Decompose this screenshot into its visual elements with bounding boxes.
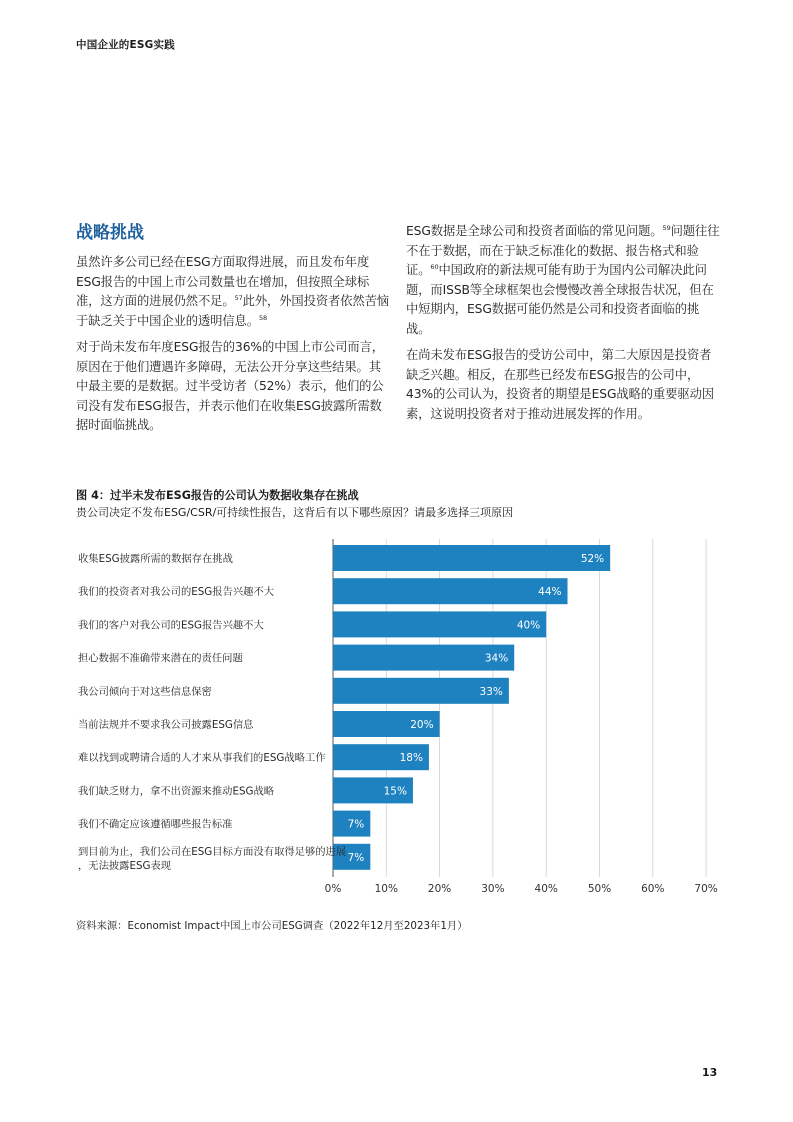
x-tick-label: 40% [534, 883, 558, 895]
category-label: 我们的客户对我公司的ESG报告兴趣不大 [78, 619, 264, 632]
x-tick-label: 0% [324, 883, 342, 895]
footnote-ref-58[interactable]: 58 [258, 313, 268, 322]
bar-value-label: 52% [580, 553, 605, 565]
category-label: 难以找到或聘请合适的人才来从事我们的ESG战略工作 [78, 752, 326, 765]
bar-chart [0, 535, 793, 905]
bar-value-label: 44% [538, 586, 562, 599]
left-column [76, 222, 392, 443]
bar [333, 545, 610, 571]
category-label: 我们不确定应该遵循哪些报告标准 [78, 818, 233, 831]
bar-value-label: 15% [383, 785, 407, 798]
footnote-ref-60[interactable]: 60 [430, 262, 439, 271]
category-label: 我们的投资者对我公司的ESG报告兴趣不大 [78, 586, 275, 599]
bar-value-label: 40% [516, 619, 541, 632]
category-label: 收集ESG披露所需的数据存在挑战 [78, 553, 233, 565]
category-label: 当前法规并不要求我公司披露ESG信息 [78, 719, 254, 731]
x-tick-label: 10% [374, 883, 398, 895]
paragraph-3: ESG数据是全球公司和投资者面临的常见问题。$^{59}$问题往往不在于数据，而在于缺乏标准化的数据、报告格式和验证。$^{60}$中国政府的新法规可能有助于为国内公司解决此问题，而ISSB等全球框架也会慢慢改善全球报告状况，但在中短期内，ESG数据可能仍然是公司和投资者面临的挑战。 [406, 223, 720, 336]
right-column [406, 222, 722, 431]
bar-value-label: 18% [399, 752, 423, 765]
section-title: 战略挑战 [76, 223, 144, 243]
category-label: 我公司倾向于对这些信息保密 [78, 685, 212, 698]
bar [333, 611, 546, 637]
bar-value-label: 34% [484, 652, 509, 665]
bar [333, 578, 568, 604]
bar-value-label: 33% [479, 685, 503, 698]
bar-value-label: 7% [347, 818, 365, 831]
bar-value-label: 7% [347, 851, 365, 864]
figure-title: 图 4：过半未发布ESG报告的公司认为数据收集存在挑战 [76, 489, 359, 502]
footnote-ref-59[interactable]: 59 [662, 223, 671, 232]
x-tick-label: 70% [694, 883, 718, 895]
category-label: 我们缺乏财力，拿不出资源来推动ESG战略 [78, 785, 275, 798]
bar-value-label: 20% [410, 719, 434, 731]
paragraph-1: 虽然许多公司已经在ESG方面取得进展，而且发布年度ESG报告的中国上市公司数量也在增加，但按照全球标准，这方面的进展仍然不足。$^{57}$此外，外国投资者依然苦恼于缺乏关于中国企业的透明信息。$^{58}$ [76, 255, 390, 328]
running-title: 中国企业的ESG实践 [76, 39, 175, 51]
figure-subtitle: 贵公司决定不发布ESG/CSR/可持续性报告，这背后有以下哪些原因？请最多选择三项原因 [76, 506, 514, 519]
x-tick-label: 50% [587, 883, 612, 895]
source-note: 资料来源：Economist Impact中国上市公司ESG调查（2022年12月至2023年1月） [76, 920, 468, 932]
x-tick-label: 30% [481, 883, 505, 895]
footnote-ref-57[interactable]: 57 [234, 293, 243, 302]
category-label: 担心数据不准确带来潜在的责任问题 [78, 652, 243, 665]
paragraph-2: 对于尚未发布年度ESG报告的36%的中国上市公司而言，原因在于他们遭遇许多障碍，无法公开分享这些结果。其中最主要的是数据。过半受访者（52%）表示，他们的公司没有发布ESG报告，并表示他们在收集ESG披露所需数据时面临挑战。 [76, 340, 384, 432]
category-label: 到目前为止，我们公司在ESG目标方面没有取得足够的进展，无法披露ESG表现 [78, 845, 347, 872]
x-tick-label: 20% [427, 883, 452, 895]
page-number: 13 [702, 1066, 718, 1079]
x-tick-label: 60% [641, 883, 665, 895]
paragraph-4: 在尚未发布ESG报告的受访公司中，第二大原因是投资者缺乏兴趣。相反，在那些已经发布ESG报告的公司中，43%的公司认为，投资者的期望是ESG战略的重要驱动因素，这说明投资者对于推动进展发挥的作用。 [406, 348, 714, 421]
